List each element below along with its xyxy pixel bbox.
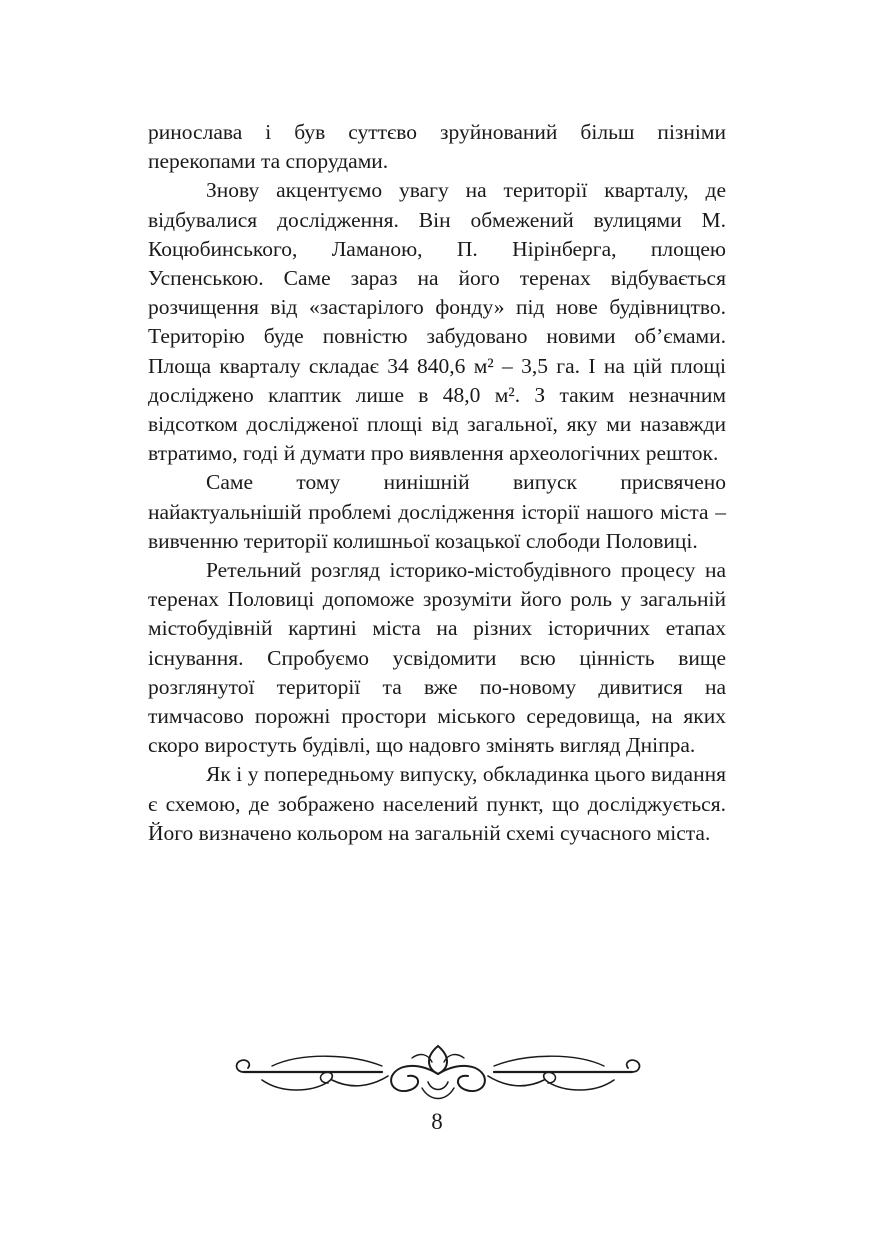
paragraph-territory: Знову акцентуємо увагу на території кварталу, де відбувалися дослідження. Він обмежений вулицями М. Коцюбинського, Ламаною, П. Нірінберга, площею Успенською. Саме зараз на його теренах відбувається розчищення від «застарілого фонду» під нове будівництво. Територію буде повністю забудовано новими об’ємами. Площа кварталу складає 34 840,6 м² – 3,5 га. І на цій площі досліджено клаптик лише в 48,0 м². З таким незначним відсотком дослідженої площі від загальної, яку ми назавжди втратимо, годі й думати про виявлення археологічних решток. <box>148 178 726 466</box>
page-number: 8 <box>431 1109 443 1134</box>
paragraph-continuation: ринослава і був суттєво зруйнований більш пізніми перекопами та спорудами. <box>148 120 726 174</box>
paragraph-issue-topic: Саме тому нинішній випуск присвячено найактуальнішій проблемі дослідження історії нашого міста – вивченню території колишньої козацької слободи Половиці. <box>148 470 726 553</box>
body-text <box>148 118 726 848</box>
paragraph-review: Ретельний розгляд історико-містобудівного процесу на теренах Половиці допоможе зрозуміти його роль у загальній містобудівній картині міста на різних історичних етапах існування. Спробуємо усвідомити всю цінність вище розглянутої території та вже по-новому дивитися на тимчасово порожні простори міського середовища, на яких скоро виростуть будівлі, що надовго змінять вигляд Дніпра. <box>148 558 726 758</box>
decorative-flourish-icon <box>232 1038 644 1108</box>
paragraph-cover: Як і у попередньому випуску, обкладинка цього видання є схемою, де зображено населений пункт, що досліджується. Його визначено кольором на загальній схемі сучасного міста. <box>148 762 726 845</box>
